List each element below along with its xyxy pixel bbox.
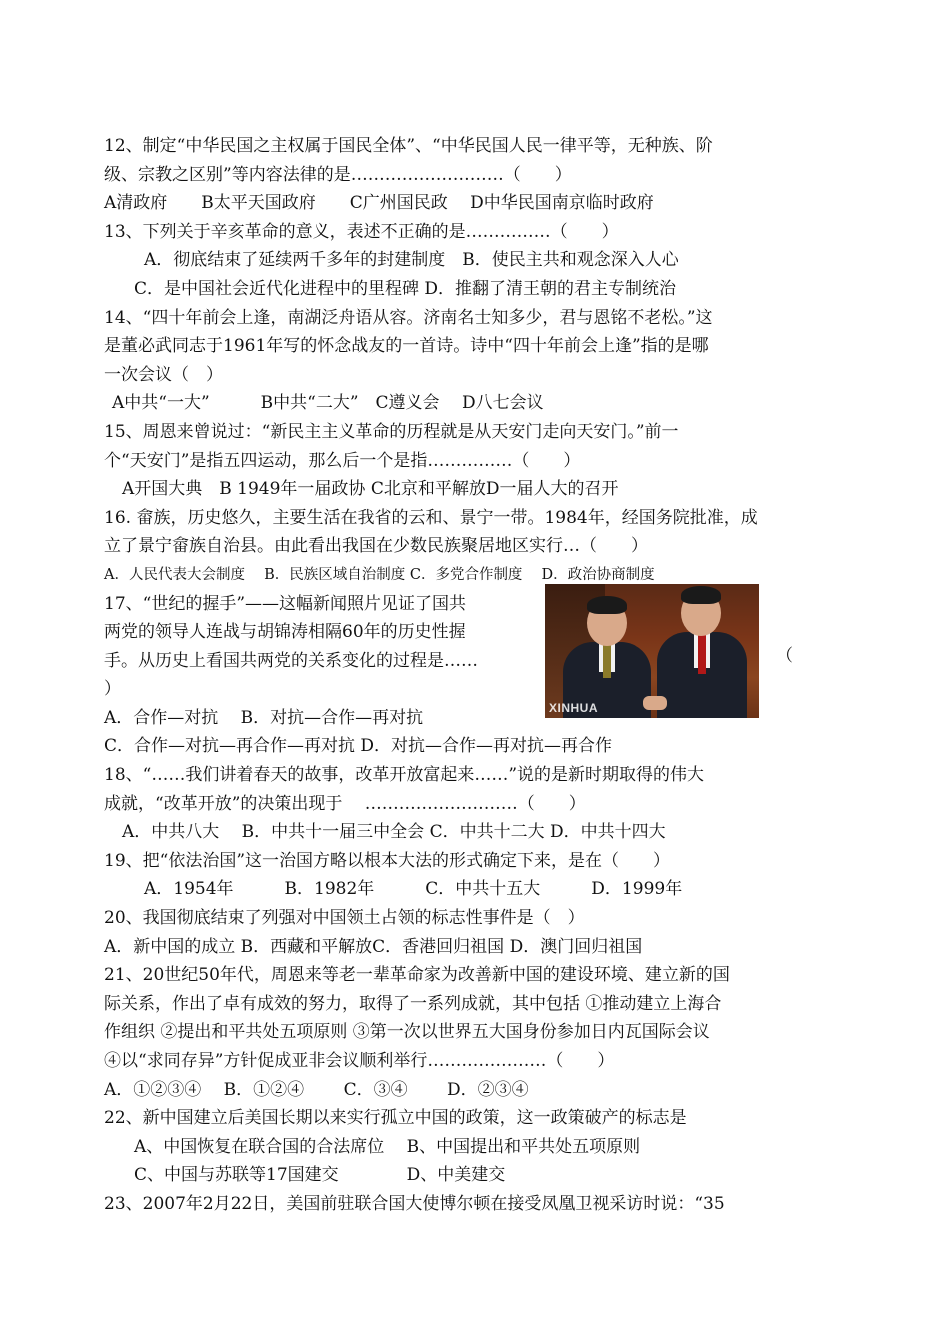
q21-line-1: 21、20世纪50年代，周恩来等老一辈革命家为改善新中国的建设环境、建立新的国 bbox=[104, 965, 730, 986]
q20-options: A．新中国的成立 B．西藏和平解放C．香港回归祖国 D．澳门回归祖国 bbox=[104, 936, 643, 957]
q12-options: A清政府 B太平天国政府 C广州国民政 D中华民国南京临时政府 bbox=[104, 193, 654, 214]
right-person-tie bbox=[698, 634, 706, 674]
q18-line-2: 成就，“改革开放”的决策出现于 ………………………（ ） bbox=[104, 793, 586, 814]
q17-answer-paren: （ bbox=[776, 646, 793, 666]
q19-options: A．1954年 B．1982年 C．中共十五大 D．1999年 bbox=[144, 879, 683, 900]
q21-line-4: ④以“求同存异”方针促成亚非会议顺利举行…………………（ ） bbox=[104, 1051, 615, 1071]
right-person-hair bbox=[681, 586, 721, 604]
q14-options: A中共“一大” B中共“二大” C遵义会 D八七会议 bbox=[112, 393, 544, 414]
q14-line-3: 一次会议（ ） bbox=[104, 364, 223, 385]
q19-stem: 19、把“依法治国”这一治国方略以根本大法的形式确定下来，是在（ ） bbox=[104, 850, 671, 871]
q17-line-1: 17、“世纪的握手”——这幅新闻照片见证了国共 bbox=[104, 593, 467, 614]
q21-options: A．①②③④ B．①②④ C．③④ D．②③④ bbox=[104, 1079, 529, 1100]
q14-line-2: 是董必武同志于1961年写的怀念战友的一首诗。诗中“四十年前会上逢”指的是哪 bbox=[104, 336, 709, 357]
q14-line-1: 14、“四十年前会上逢，南湖泛舟语从容。济南名士知多少，君与恩铭不老松。”这 bbox=[104, 307, 713, 328]
q13-options-cd: C．是中国社会近代化进程中的里程碑 D．推翻了清王朝的君主专制统治 bbox=[134, 278, 677, 299]
q16-line-2: 立了景宁畲族自治县。由此看出我国在少数民族聚居地区实行…（ ） bbox=[104, 536, 648, 557]
q12-line-1: 12、制定“中华民国之主权属于国民全体”、“中华民国人民一律平等，无种族、阶 bbox=[104, 136, 713, 156]
q15-options: A开国大典 B 1949年一届政协 C北京和平解放D一届人大的召开 bbox=[122, 479, 619, 500]
q17-options-cd: C．合作—对抗—再合作—再对抗 D．对抗—合作—再对抗—再合作 bbox=[104, 736, 613, 757]
q12-line-2: 级、宗教之区别”等内容法律的是………………………（ ） bbox=[104, 164, 572, 185]
q21-line-3: 作组织 ②提出和平共处五项原则 ③第一次以世界五大国身份参加日内瓦国际会议 bbox=[104, 1022, 710, 1043]
q17-line-4: ） bbox=[104, 679, 121, 700]
handshake-photo bbox=[545, 584, 759, 718]
q22-stem: 22、新中国建立后美国长期以来实行孤立中国的政策，这一政策破产的标志是 bbox=[104, 1108, 687, 1129]
photo-watermark: XINHUA bbox=[549, 701, 599, 715]
q22-options-ab: A、中国恢复在联合国的合法席位 B、中国提出和平共处五项原则 bbox=[134, 1136, 641, 1157]
q17-line-2: 两党的领导人连战与胡锦涛相隔60年的历史性握 bbox=[104, 622, 466, 643]
q18-line-1: 18、“……我们讲着春天的故事，改革开放富起来……”说的是新时期取得的伟大 bbox=[104, 765, 705, 786]
q15-line-1: 15、周恩来曾说过：“新民主主义革命的历程就是从天安门走向天安门。”前一 bbox=[104, 421, 679, 442]
q16-line-1: 16. 畲族，历史悠久，主要生活在我省的云和、景宁一带。1984年，经国务院批准，成 bbox=[104, 507, 758, 528]
q13-options-ab: A．彻底结束了延续两千多年的封建制度 B．使民主共和观念深入人心 bbox=[144, 250, 679, 271]
q20-stem: 20、我国彻底结束了列强对中国领土占领的标志性事件是（ ） bbox=[104, 908, 585, 929]
left-person-tie bbox=[603, 644, 611, 678]
q15-line-2: 个“天安门”是指五四运动，那么后一个是指……………（ ） bbox=[104, 450, 581, 471]
q22-options-cd: C、中国与苏联等17国建交 D、中美建交 bbox=[134, 1165, 506, 1186]
q18-options: A．中共八大 B．中共十一届三中全会 C．中共十二大 D．中共十四大 bbox=[122, 822, 666, 843]
q17-line-3: 手。从历史上看国共两党的关系变化的过程是…… bbox=[104, 650, 478, 671]
q17-options-ab: A．合作—对抗 B．对抗—合作—再对抗 bbox=[104, 707, 424, 728]
q21-line-2: 际关系，作出了卓有成效的努力，取得了一系列成就，其中包括 ①推动建立上海合 bbox=[104, 993, 722, 1014]
left-person-hair bbox=[587, 596, 627, 614]
q16-options: A．人民代表大会制度 B．民族区域自治制度 C．多党合作制度 D．政治协商制度 bbox=[104, 566, 655, 583]
q13-stem: 13、下列关于辛亥革命的意义，表述不正确的是……………（ ） bbox=[104, 221, 619, 242]
q23-line-1: 23、2007年2月22日，美国前驻联合国大使博尔顿在接受凤凰卫视采访时说：“35 bbox=[104, 1193, 725, 1214]
handshake-hands bbox=[643, 696, 667, 710]
